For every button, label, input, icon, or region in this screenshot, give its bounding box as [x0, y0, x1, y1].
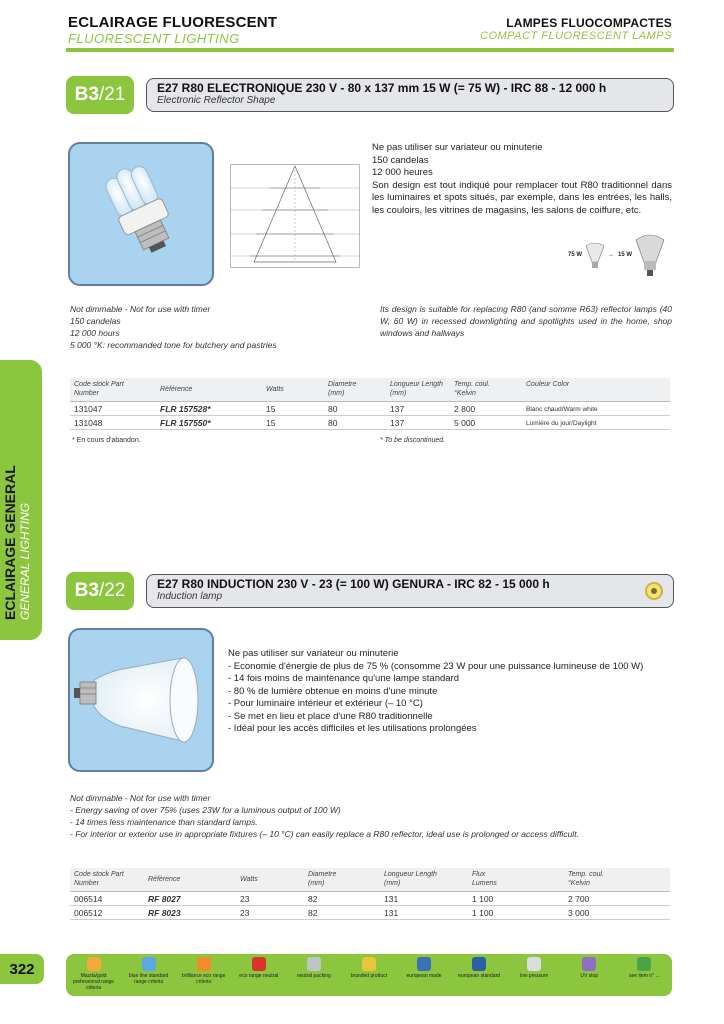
legend-symbol-icon — [417, 957, 431, 971]
page-header — [0, 0, 724, 50]
cell-diameter: 82 — [308, 908, 318, 918]
legend-label: see item n° ... — [629, 973, 660, 979]
cell-reference: FLR 157528* — [160, 404, 211, 414]
section1-subtitle: Electronic Reflector Shape — [157, 95, 276, 106]
section1-table — [70, 378, 670, 430]
col-reference: Référence — [160, 386, 193, 393]
section2-fr-line: - Idéal pour les accès difficiles et les utilisations prolongées — [228, 723, 477, 734]
table-row — [70, 892, 670, 906]
compare-right-label: 15 W — [618, 252, 633, 258]
col-flux: Flux Lumens — [472, 871, 497, 887]
legend-symbol-icon — [142, 957, 156, 971]
section2-fr-line: - Se met en lieu et place d'une R80 traditionnelle — [228, 710, 433, 722]
section1-header — [66, 76, 674, 114]
section1-en-line: 150 candelas — [70, 316, 121, 326]
side-tab-subtitle: GENERAL LIGHTING — [18, 502, 32, 620]
section1-en-right: Its design is suitable for replacing R80 (and somme R63) reflector lamps (40 W, 60 W) in recessed downlighting and spotlights used in the home, shop windows and hallways — [380, 304, 672, 338]
footer-legend — [66, 954, 672, 996]
section2-header — [66, 572, 674, 610]
cell-reference: FLR 157550* — [160, 418, 211, 428]
section1-footnote-en: * To be discontinued. — [380, 437, 446, 444]
side-tab-title: ECLAIRAGE GENERAL — [2, 465, 18, 620]
cell-reference: RF 8027 — [148, 894, 181, 904]
header-left-subtitle: FLUORESCENT LIGHTING — [68, 31, 240, 46]
page-number: 322 — [0, 954, 44, 984]
section2-title-bar — [146, 574, 674, 608]
section1-footnote-fr: * En cours d'abandon. — [72, 437, 141, 444]
legend-symbol-icon — [252, 957, 266, 971]
compare-left-label: 75 W — [568, 252, 583, 258]
cell-flux: 1 100 — [472, 894, 494, 904]
section1-title-bar — [146, 78, 674, 112]
cell-part-number: 006514 — [74, 894, 103, 904]
legend-symbol-icon — [362, 957, 376, 971]
legend-label: branded product — [350, 973, 388, 979]
cell-watts: 15 — [266, 418, 276, 428]
section2-code-prefix: B3 — [74, 580, 99, 601]
header-right-title: LAMPES FLUOCOMPACTES — [506, 16, 672, 30]
legend-symbol-icon — [527, 957, 541, 971]
header-right-subtitle: COMPACT FLUORESCENT LAMPS — [480, 30, 672, 42]
col-diameter: Diametre (mm) — [328, 381, 357, 397]
cell-color-temp: 2 700 — [568, 894, 590, 904]
cell-diameter: 80 — [328, 404, 338, 414]
legend-item — [124, 957, 174, 985]
legend-item — [289, 957, 339, 979]
legend-label: UV stop — [580, 973, 599, 979]
section2-table-header — [70, 868, 670, 892]
section2-fr-line: - Economie d'énergie de plus de 75 % (consomme 23 W pour une puissance lumineuse de 100 W) — [228, 660, 644, 672]
section2-table — [70, 868, 670, 920]
legend-symbol-icon — [582, 957, 596, 971]
cell-diameter: 82 — [308, 894, 318, 904]
col-color-temp: Temp. coul. °Kelvin — [454, 381, 490, 397]
legend-item — [399, 957, 449, 979]
section1-fr-text — [372, 142, 672, 217]
section1-code — [66, 76, 134, 114]
section2-en-line: Not dimmable - Not for use with timer — [70, 793, 211, 803]
section1-en-line: 12 000 hours — [70, 328, 120, 338]
col-length: Longueur Length (mm) — [390, 381, 443, 397]
cell-diameter: 80 — [328, 418, 338, 428]
legend-label: neutral packing — [296, 973, 331, 979]
section1-fr-line: 150 candelas — [372, 154, 429, 166]
cell-flux: 1 100 — [472, 908, 494, 918]
col-color: Couleur Color — [526, 381, 570, 388]
section1-en-left — [70, 303, 340, 351]
section1-fr-paragraph: Son design est tout indiqué pour remplacer tout R80 traditionnel dans les luminaires et spots situés, par exemple, dans les entrées, les halls, les couloirs, les vitrines de magasins, les salons de coiffure, etc. — [372, 179, 672, 216]
legend-label: blue line standard range criteria — [128, 973, 169, 985]
cell-color-temp: 3 000 — [568, 908, 590, 918]
section2-fr-line: - Pour luminaire intérieur et extérieur (– 10 °C) — [228, 698, 423, 709]
cell-color: Lumière du jour/Daylight — [526, 420, 597, 427]
legend-label: european standard — [458, 973, 501, 979]
legend-item — [344, 957, 394, 979]
legend-item — [619, 957, 669, 979]
header-left — [68, 14, 277, 46]
table-row — [70, 906, 670, 920]
section2-en-line: - 14 times less maintenance than standard lamps. — [70, 817, 258, 827]
legend-item — [234, 957, 284, 979]
cell-color: Blanc chaud/Warm white — [526, 406, 598, 413]
header-right — [480, 16, 672, 42]
cell-color-temp: 2 800 — [454, 404, 476, 414]
cell-part-number: 131048 — [74, 418, 103, 428]
legend-symbol-icon — [197, 957, 211, 971]
arrow-right-icon: → — [608, 252, 614, 258]
legend-symbol-icon — [87, 957, 101, 971]
section2-code — [66, 572, 134, 610]
legend-label: european made — [406, 973, 442, 979]
cell-color-temp: 5 000 — [454, 418, 476, 428]
section2-fr-line: - 14 fois moins de maintenance qu'une lampe standard — [228, 673, 460, 684]
section2-subtitle: Induction lamp — [157, 591, 223, 602]
section2-en-line: - For interior or exterior use in appropriate fixtures (– 10 °C) can easily replace a R80 reflector, ideal use is prolonged or access difficult. — [70, 829, 579, 839]
col-length: Longueur Length (mm) — [384, 871, 437, 887]
incandescent-r80-icon — [584, 242, 606, 272]
section2-product-photo — [68, 628, 214, 772]
section1-code-prefix: B3 — [74, 84, 99, 105]
header-divider — [66, 48, 674, 52]
branded-product-icon — [645, 582, 663, 600]
col-diameter: Diametre (mm) — [308, 871, 337, 887]
cell-length: 131 — [384, 908, 399, 918]
legend-label: brilliance eco range criteria — [182, 973, 226, 985]
cell-part-number: 006512 — [74, 908, 103, 918]
cell-length: 131 — [384, 894, 399, 904]
section2-fr-line: Ne pas utiliser sur variateur ou minuterie — [228, 648, 399, 659]
section1-table-header — [70, 378, 670, 402]
table-row — [70, 416, 670, 430]
cell-part-number: 131047 — [74, 404, 103, 414]
col-watts: Watts — [240, 876, 258, 883]
header-left-title: ECLAIRAGE FLUORESCENT — [68, 14, 278, 31]
section2-title: E27 R80 INDUCTION 230 V - 23 (= 100 W) GENURA - IRC 82 - 15 000 h — [157, 577, 550, 591]
legend-item — [454, 957, 504, 979]
table-row — [70, 402, 670, 416]
lamp-r80-induction-icon — [70, 630, 214, 772]
cell-watts: 15 — [266, 404, 276, 414]
legend-item — [509, 957, 559, 979]
side-tab-text — [2, 360, 32, 620]
section1-wattage-comparison — [568, 234, 668, 280]
section2-en-line: - Energy saving of over 75% (uses 23W for a luminous output of 100 W) — [70, 805, 341, 815]
legend-label: eco range neutral — [239, 973, 279, 979]
section2-code-num: /22 — [98, 580, 126, 601]
section2-fr-text — [228, 648, 674, 736]
legend-label: low pressure — [519, 973, 549, 979]
cell-reference: RF 8023 — [148, 908, 181, 918]
legend-symbol-icon — [472, 957, 486, 971]
section1-fr-line: 12 000 heures — [372, 167, 433, 178]
cell-watts: 23 — [240, 894, 250, 904]
section1-en-line: Not dimmable - Not for use with timer — [70, 304, 211, 314]
cell-length: 137 — [390, 418, 405, 428]
section1-fr-line: Ne pas utiliser sur variateur ou minuterie — [372, 142, 543, 153]
cell-watts: 23 — [240, 908, 250, 918]
col-reference: Référence — [148, 876, 181, 883]
cell-length: 137 — [390, 404, 405, 414]
section1-product-photo — [68, 142, 214, 286]
col-part-number: Code stock Part Number — [74, 381, 124, 397]
section1-en-line: 5 000 °K: recommanded tone for butchery and pastries — [70, 340, 277, 350]
legend-item — [179, 957, 229, 985]
section1-title: E27 R80 ELECTRONIQUE 230 V - 80 x 137 mm 15 W (= 75 W) - IRC 88 - 12 000 h — [157, 81, 607, 95]
section2-en-text — [70, 792, 674, 840]
legend-item — [564, 957, 614, 979]
legend-item — [69, 957, 119, 991]
compact-fluorescent-r80-icon — [634, 234, 666, 278]
section1-code-num: /21 — [98, 84, 126, 105]
section1-beam-diagram — [230, 164, 360, 268]
lamp-r80-electronic-icon — [70, 144, 214, 286]
legend-symbol-icon — [307, 957, 321, 971]
col-part-number: Code stock Part Number — [74, 871, 124, 887]
col-color-temp: Temp. coul. °Kelvin — [568, 871, 604, 887]
legend-label: Mazda/gold professional range criteria — [72, 973, 115, 991]
col-watts: Watts — [266, 386, 284, 393]
legend-symbol-icon — [637, 957, 651, 971]
section2-fr-line: - 80 % de lumière obtenue en moins d'une minute — [228, 685, 438, 697]
